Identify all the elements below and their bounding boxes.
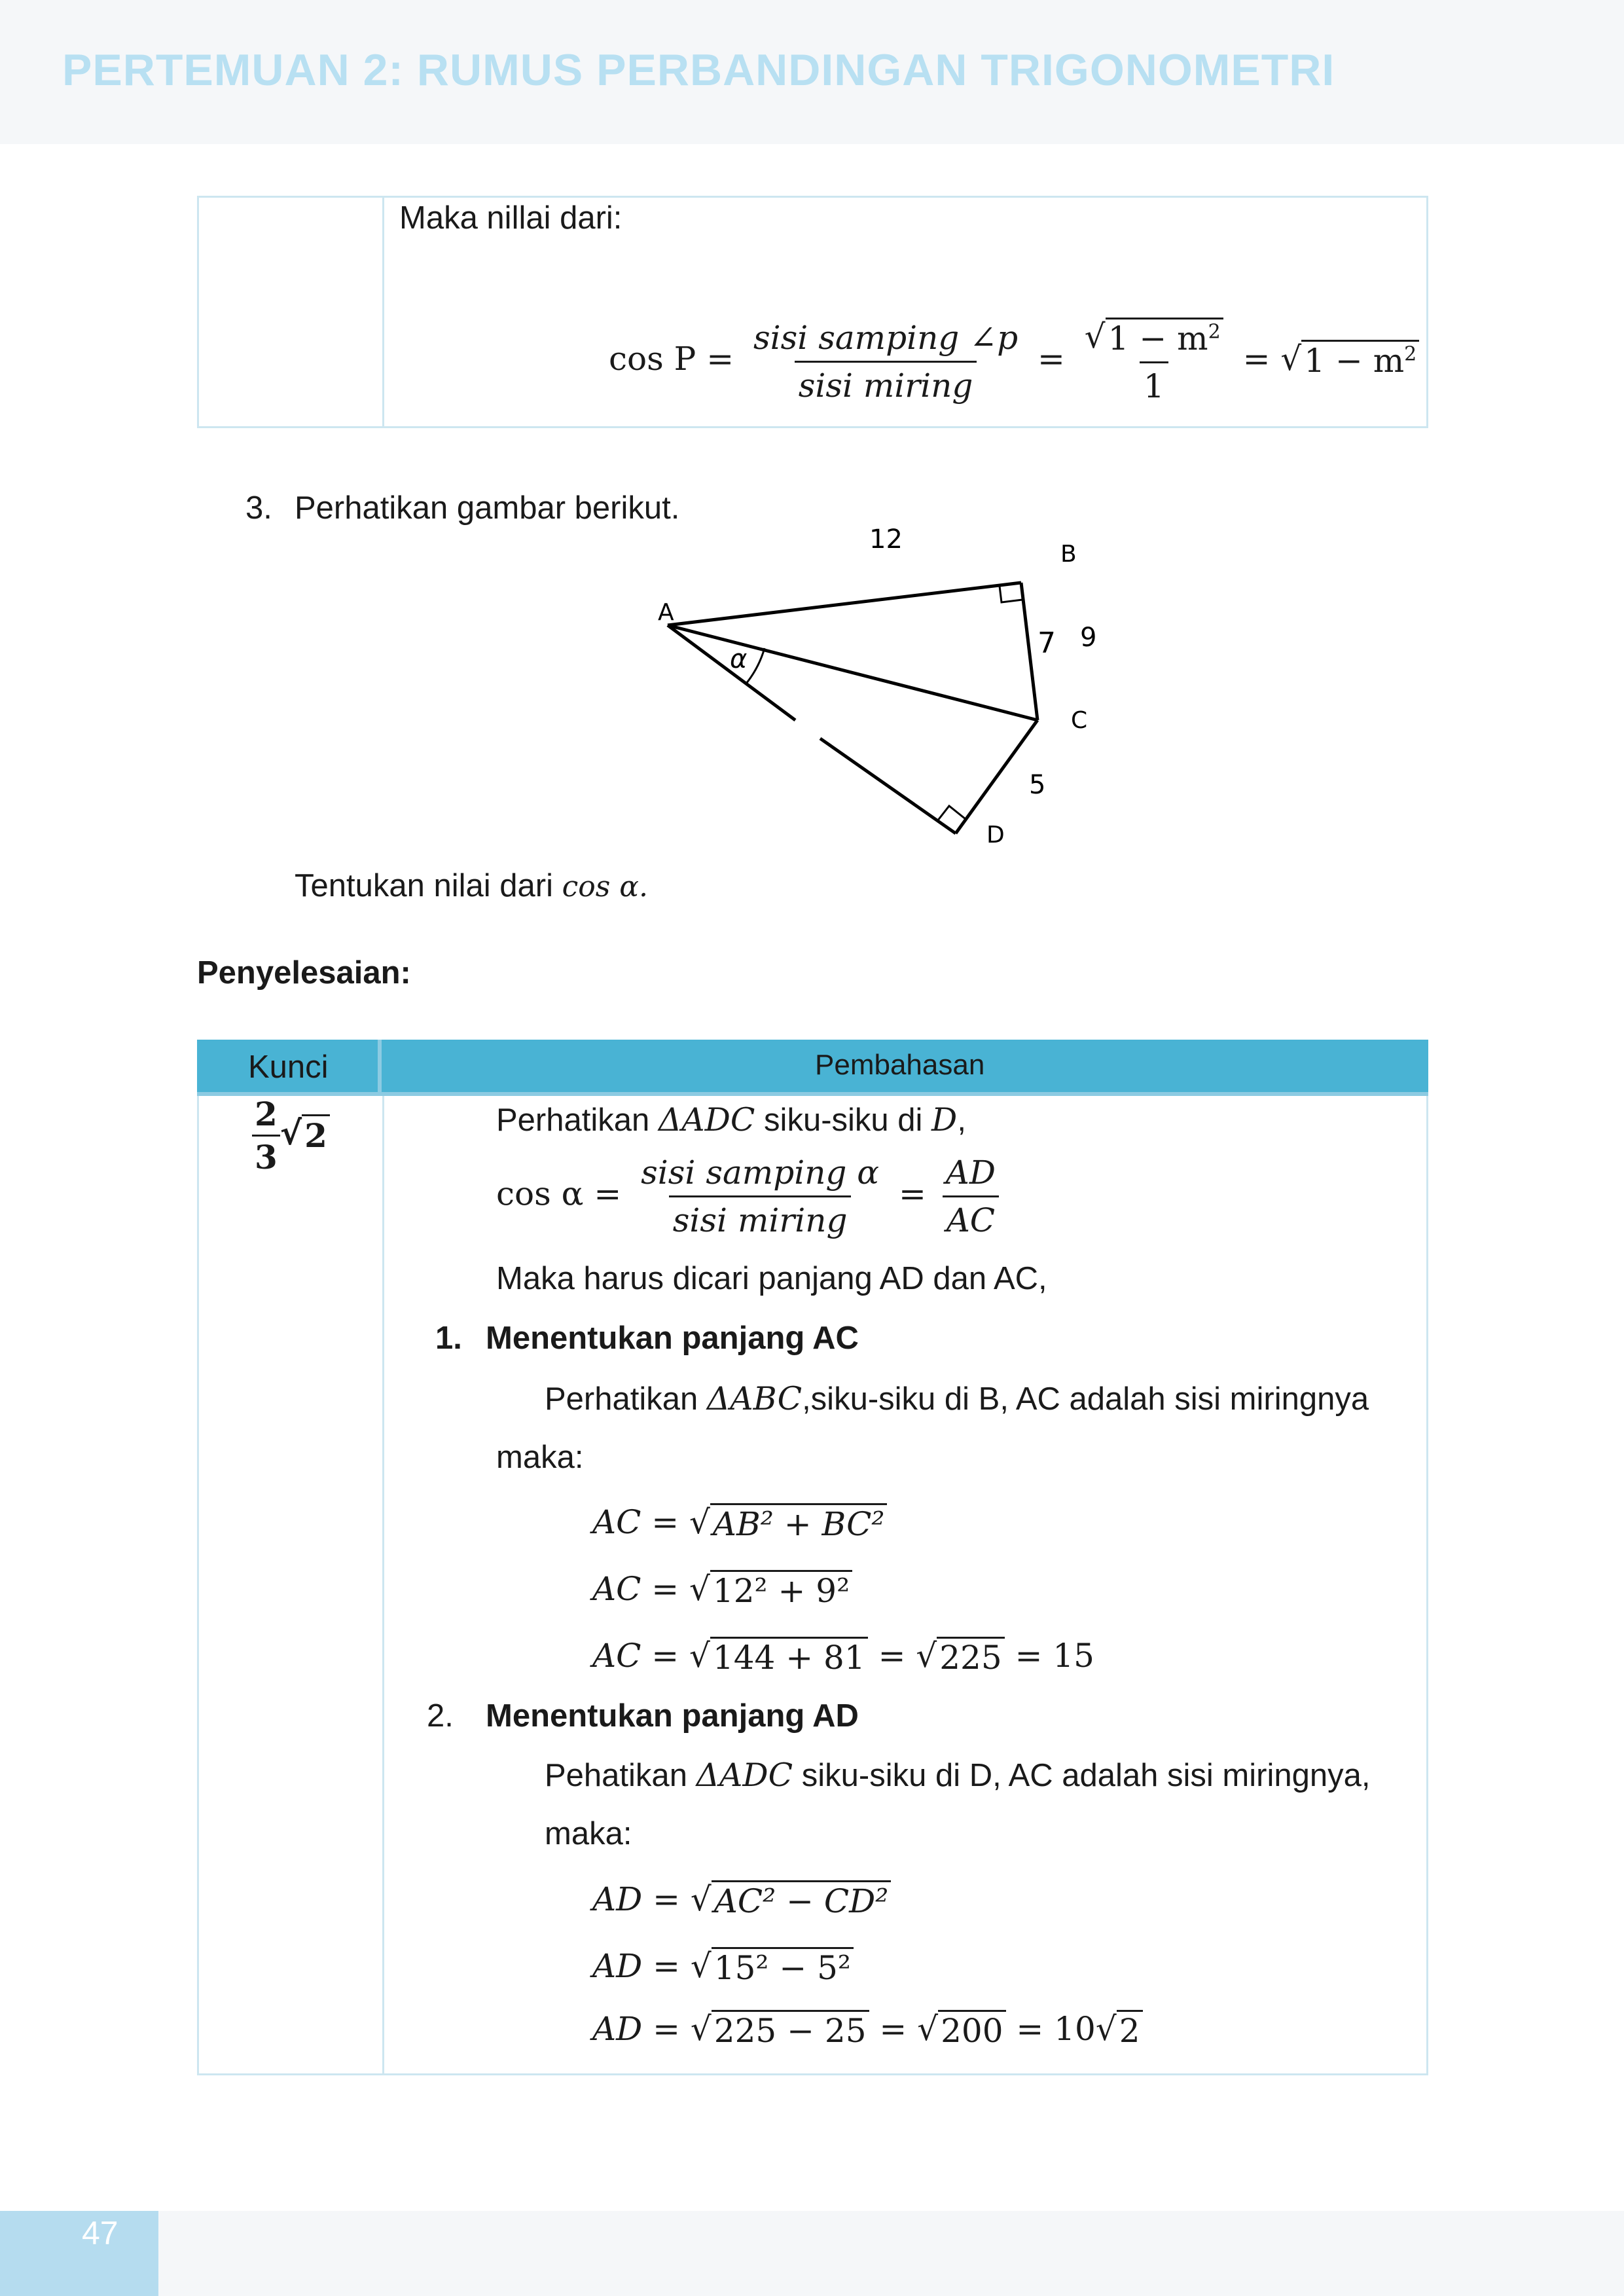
ac-1-radicand: AB² + BC² [710,1503,888,1543]
col-pembahasan: Pembahasan [815,1049,985,1081]
ad-equation-3 [592,2010,1143,2050]
solution-heading: Penyelesaian: [197,955,411,991]
fraction-2 [1081,318,1227,405]
sqrt-icon: √ [690,2010,712,2048]
question-line [295,867,648,904]
step-2-text-b: siku-siku di D, AC adalah sisi miringnya, [793,1758,1371,1793]
ac-2-radicand: 12² + 9² [710,1570,852,1610]
ad-2-lhs: AD = [592,1947,691,1985]
fraction-1-denominator: sisi miring [795,361,977,405]
ac-3-result: = 15 [1004,1637,1094,1675]
sqrt-icon: √ [689,1570,710,1608]
kunci-root: 2 [302,1114,330,1155]
segment-bc [1021,583,1038,720]
intro-text: Maka nillai dari: [399,200,623,236]
label-bc-outer: 9 [1080,623,1097,653]
sqrt-icon: √ [690,1947,712,1985]
ac-2-lhs: AC = [592,1570,690,1608]
cos-fraction-1-denominator: sisi miring [669,1195,852,1239]
root-term: 1 − m [1304,342,1405,380]
kunci-numerator: 2 [255,1095,278,1133]
line-1-text: Perhatikan [496,1102,659,1138]
sqrt-icon: √ [916,1637,937,1675]
cos-p-lhs: cos P = [609,340,734,378]
fraction-1 [749,319,1022,405]
line-1-comma: , [957,1102,966,1138]
exponent: 2 [1208,320,1221,344]
triangle-figure [628,517,1126,864]
kunci-fraction [252,1095,280,1176]
label-d: D [986,822,1005,848]
sqrt-icon: √ [690,1880,712,1918]
step-2-text [545,1757,1370,1794]
sqrt-icon: √ [689,1637,710,1675]
line-1-math: ΔADC [658,1101,755,1139]
fraction-1-numerator: sisi samping ∠p [753,318,1019,357]
ad-3-lhs: AD = [592,2010,691,2048]
equals-sign: = [898,1175,926,1213]
problem-number: 3. [245,490,272,526]
line-1 [496,1101,966,1139]
cos-fraction-2-numerator: AD [945,1154,996,1192]
step-1-text-b: ,siku-siku di B, AC adalah sisi miringnya [802,1381,1369,1417]
segment-ac [668,625,1038,720]
step-1-title: Menentukan panjang AC [486,1321,859,1356]
ac-3-radicand-2: 225 [937,1637,1004,1677]
step-1-text-a: Perhatikan [545,1381,707,1417]
step-2-maka: maka: [545,1816,632,1851]
cos-fraction-2 [942,1154,1000,1239]
table-divider [382,1042,384,2073]
page-number-box [0,2211,158,2296]
cos-p-formula [609,318,1419,405]
ac-1-lhs: AC = [592,1503,690,1541]
ac-equation-3 [592,1637,1094,1677]
sqrt-icon: √ [1280,340,1302,378]
equals-sign: = [869,2010,918,2048]
kunci-sqrt [280,1114,330,1155]
footer-bar [0,2211,1624,2296]
cos-fraction-1-numerator: sisi samping α [641,1154,880,1192]
root-term: 1 − m [1108,319,1208,357]
line-1-d: D [931,1101,958,1139]
cos-alpha-formula [496,1154,1005,1239]
step-1-math: ΔABC [706,1380,803,1417]
label-cd-length: 5 [1029,770,1046,800]
cos-fraction-2-denominator: AC [943,1195,999,1239]
ad-3-radicand-3: 2 [1117,2010,1143,2050]
sqrt-result [1280,340,1419,380]
label-c: C [1071,707,1088,734]
page-title: PERTEMUAN 2: RUMUS PERBANDINGAN TRIGONOMETRI [62,45,1335,95]
equals-sign: = [867,1637,916,1675]
angle-arc [746,648,765,683]
ac-equation-1 [592,1503,887,1543]
segment-ab [668,583,1021,625]
sqrt-icon: √ [1095,2010,1117,2048]
segment-ad-lower [820,738,956,833]
step-2-title: Menentukan panjang AD [486,1698,859,1734]
ac-3-radicand: 144 + 81 [710,1637,868,1677]
equals-sign: = [1037,340,1065,378]
segment-cd [956,720,1038,833]
step-2-number: 2. [427,1698,454,1734]
ad-equation-2 [592,1947,854,1987]
question-math: cos α. [562,870,648,903]
step-1-maka: maka: [496,1440,584,1475]
kunci-answer [252,1095,330,1176]
page-header [0,0,1624,144]
table-header [197,1040,1428,1096]
question-text: Tentukan nilai dari [295,868,553,903]
ad-equation-1 [592,1880,891,1920]
fraction-2-numerator [1081,318,1227,361]
problem-text: Perhatikan gambar berikut. [295,490,680,526]
ad-1-lhs: AD = [592,1880,691,1918]
ad-3-radicand: 225 − 25 [712,2010,869,2050]
sqrt-icon: √ [917,2010,939,2048]
step-1-number: 1. [435,1321,462,1356]
page-number: 47 [82,2215,118,2251]
step-2-text-a: Pehatikan [545,1758,696,1793]
label-ab-length: 12 [869,524,903,555]
header-divider [378,1040,382,1096]
cos-fraction-1 [637,1154,883,1239]
sqrt-icon: √ [689,1503,710,1541]
label-b: B [1060,541,1077,568]
ac-3-lhs: AC = [592,1637,690,1675]
sqrt-icon: √ [280,1114,302,1152]
line-2: Maka harus dicari panjang AD dan AC, [496,1261,1047,1296]
sqrt-icon: √ [1084,318,1106,355]
cos-alpha-lhs: cos α = [496,1175,622,1213]
label-bc-inner: 7 [1038,627,1056,660]
col-kunci: Kunci [248,1049,329,1085]
ad-1-radicand: AC² − CD² [712,1880,891,1920]
fraction-2-denominator: 1 [1140,361,1168,405]
step-2-math: ΔADC [696,1757,793,1794]
step-1-text [545,1380,1369,1417]
ac-equation-2 [592,1570,852,1610]
right-angle-d [937,806,965,821]
ad-3-radicand-2: 200 [938,2010,1005,2050]
right-angle-b [1000,586,1022,602]
equals-sign: = [1242,340,1271,378]
line-1-text-b: siku-siku di [755,1102,932,1138]
label-a: A [658,599,674,626]
ad-2-radicand: 15² − 5² [712,1947,854,1987]
exponent: 2 [1404,342,1417,366]
label-alpha: α [730,644,748,674]
kunci-denominator: 3 [252,1135,280,1176]
ad-3-result: = 10 [1005,2010,1096,2048]
table-divider [382,198,384,426]
